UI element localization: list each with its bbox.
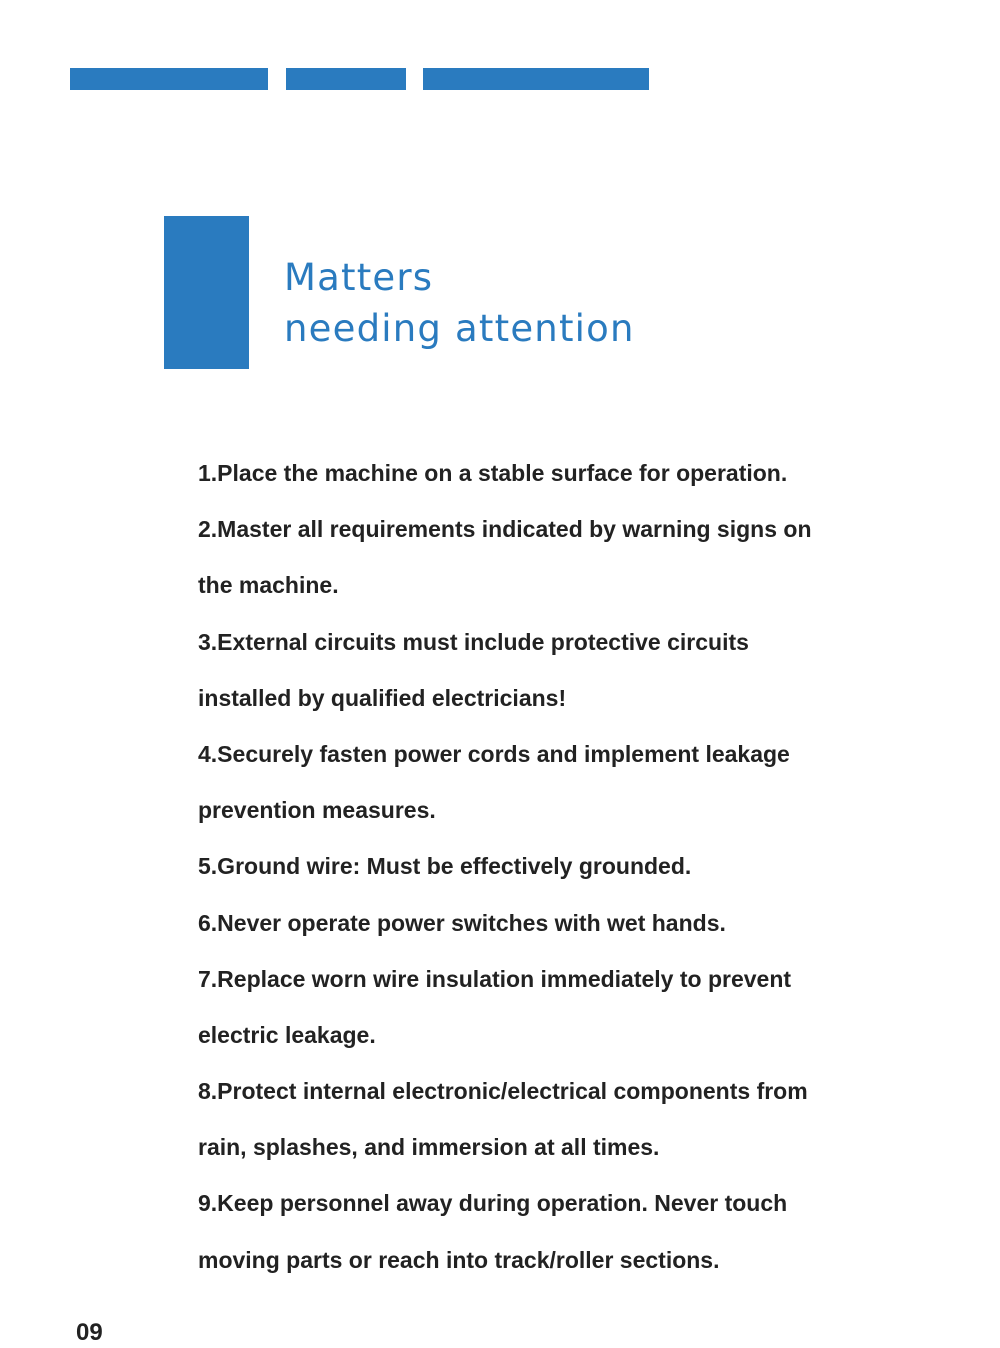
attention-item-8-cont: rain, splashes, and immersion at all times. bbox=[198, 1134, 660, 1161]
top-decor-bar-2 bbox=[286, 68, 406, 90]
top-decor-bar-3 bbox=[423, 68, 649, 90]
section-title-line-1: Matters bbox=[284, 256, 434, 299]
attention-item-3: 3.External circuits must include protective circuits bbox=[198, 628, 749, 655]
section-title bbox=[284, 252, 635, 354]
attention-item-2-cont: the machine. bbox=[198, 572, 339, 599]
top-decor-bar-1 bbox=[70, 68, 268, 90]
attention-item-1: 1.Place the machine on a stable surface for operation. bbox=[198, 460, 788, 486]
attention-item-9: 9.Keep personnel away during operation. Never touch bbox=[198, 1190, 788, 1217]
attention-item-7: 7.Replace worn wire insulation immediately to prevent bbox=[198, 965, 792, 992]
page-number: 09 bbox=[76, 1319, 103, 1346]
attention-item-7-cont: electric leakage. bbox=[198, 1021, 376, 1048]
attention-item-8: 8.Protect internal electronic/electrical components from bbox=[198, 1078, 808, 1105]
attention-item-4: 4.Securely fasten power cords and implement leakage bbox=[198, 740, 790, 767]
attention-item-6: 6.Never operate power switches with wet hands. bbox=[198, 909, 726, 936]
attention-item-3-cont: installed by qualified electricians! bbox=[198, 684, 567, 711]
title-accent-block bbox=[164, 216, 249, 369]
attention-item-2: 2.Master all requirements indicated by warning signs on bbox=[198, 516, 812, 543]
attention-item-5: 5.Ground wire: Must be effectively grounded. bbox=[198, 853, 692, 880]
attention-item-9-cont: moving parts or reach into track/roller sections. bbox=[198, 1246, 720, 1273]
section-title-line-2: needing attention bbox=[284, 307, 635, 350]
attention-list bbox=[198, 445, 898, 1288]
attention-item-4-cont: prevention measures. bbox=[198, 797, 436, 824]
